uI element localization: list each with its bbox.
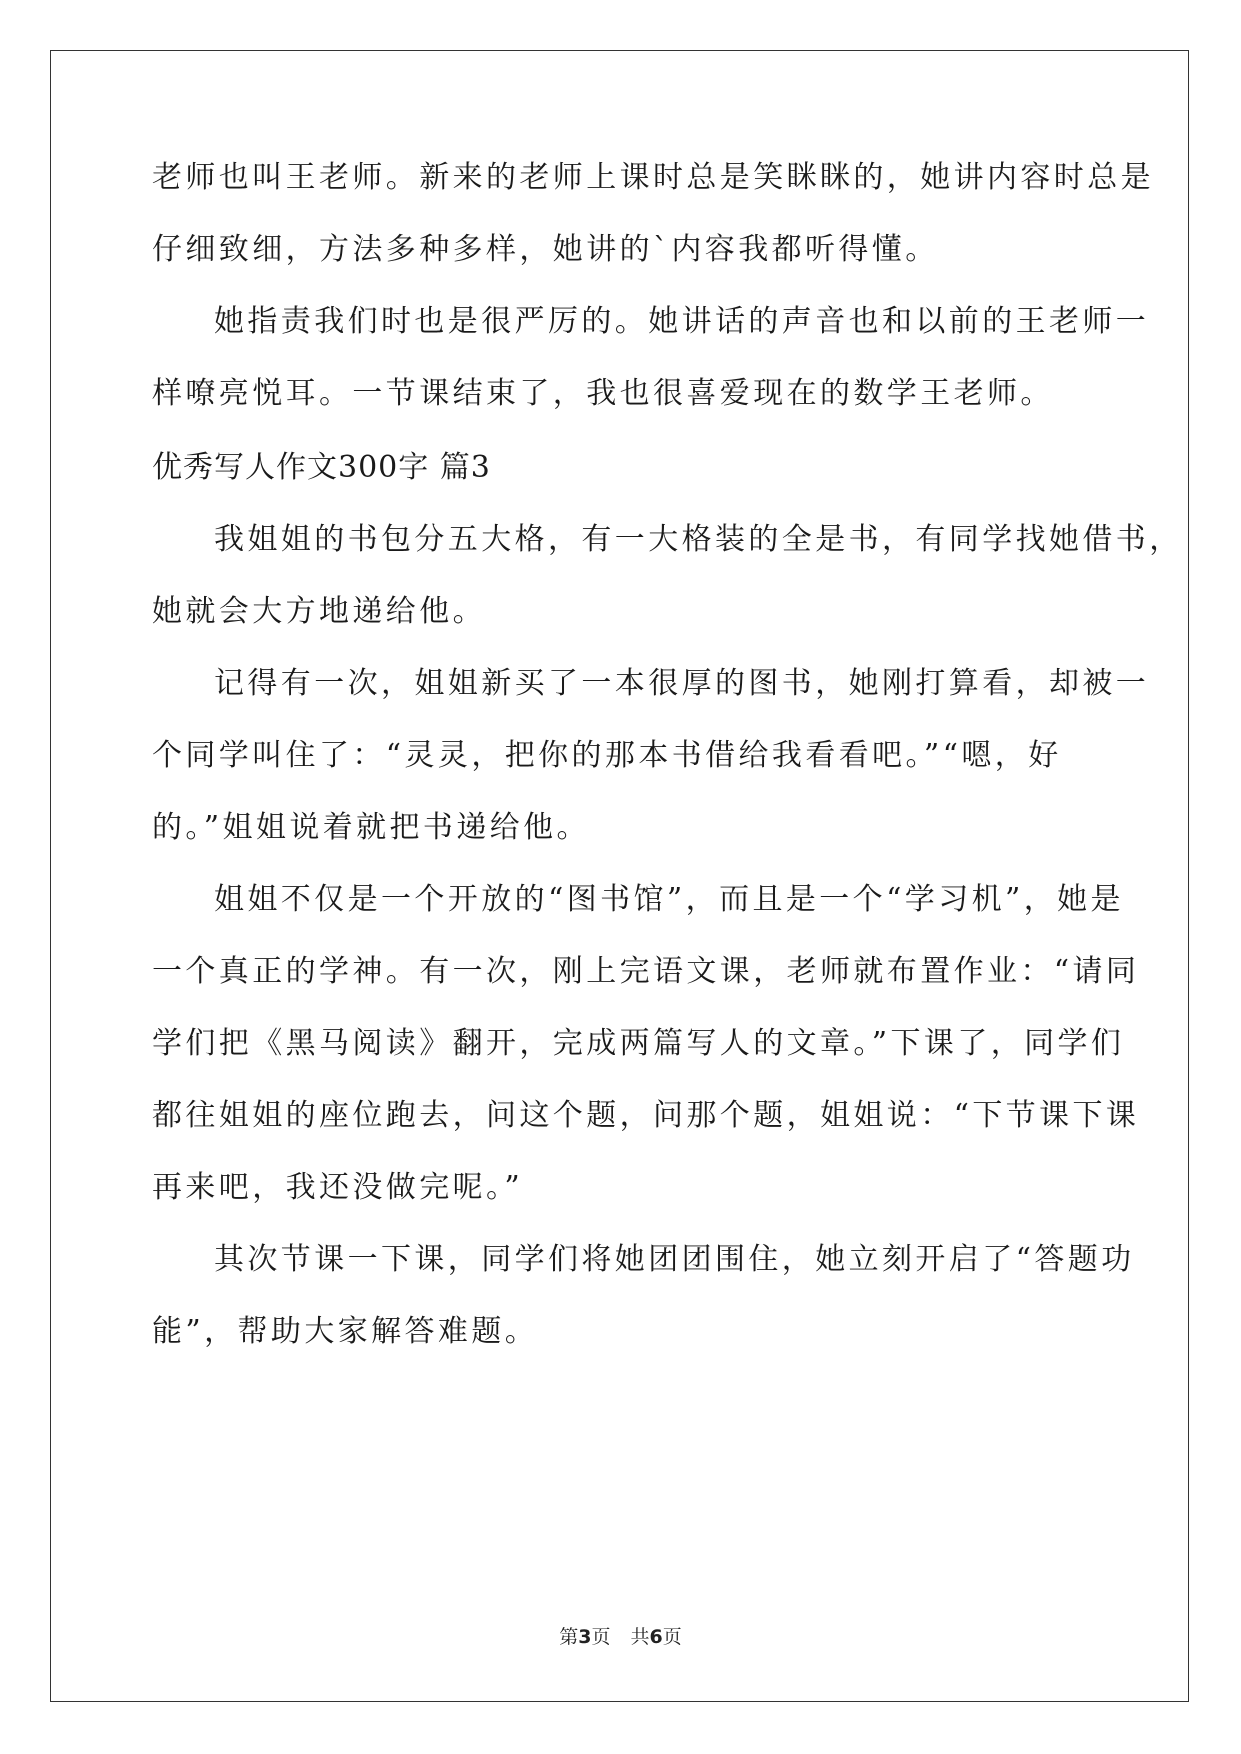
- paragraph-line: 她指责我们时也是很严厉的。她讲话的声音也和以前的王老师一: [214, 304, 1150, 339]
- total-page-number: 6: [649, 1626, 663, 1648]
- page-suffix: 页: [591, 1626, 611, 1648]
- total-suffix: 页: [662, 1626, 682, 1648]
- total-prefix: 共: [630, 1626, 650, 1648]
- paragraph-line: 都往姐姐的座位跑去，问这个题，问那个题，姐姐说：“下节课下课: [152, 1098, 1140, 1133]
- paragraph-line: 老师也叫王老师。新来的老师上课时总是笑眯眯的，她讲内容时总是: [152, 160, 1154, 195]
- paragraph-line: 她就会大方地递给他。: [152, 594, 486, 629]
- paragraph-line: 其次节课一下课，同学们将她团团围住，她立刻开启了“答题功: [214, 1242, 1135, 1277]
- paragraph-line: 记得有一次，姐姐新买了一本很厚的图书，她刚打算看，却被一: [214, 666, 1150, 701]
- section-heading: 优秀写人作文300字 篇3: [152, 450, 491, 485]
- paragraph-line: 再来吧，我还没做完呢。”: [152, 1170, 524, 1205]
- paragraph-line: 个同学叫住了：“灵灵，把你的那本书借给我看看吧。”“嗯，好: [152, 738, 1062, 773]
- paragraph-line: 学们把《黑马阅读》翻开，完成两篇写人的文章。”下课了，同学们: [152, 1026, 1125, 1061]
- page-footer: [0, 1625, 1241, 1649]
- page-prefix: 第: [559, 1626, 579, 1648]
- paragraph-line: 一个真正的学神。有一次，刚上完语文课，老师就布置作业：“请同: [152, 954, 1140, 989]
- paragraph-line: 我姐姐的书包分五大格，有一大格装的全是书，有同学找她借书，: [214, 522, 1183, 557]
- paragraph-line: 姐姐不仅是一个开放的“图书馆”，而且是一个“学习机”，她是: [214, 882, 1124, 917]
- page-border: [50, 50, 1189, 1702]
- paragraph-line: 能”，帮助大家解答难题。: [152, 1314, 539, 1349]
- current-page-number: 3: [578, 1626, 592, 1648]
- paragraph-line: 样嘹亮悦耳。一节课结束了，我也很喜爱现在的数学王老师。: [152, 376, 1054, 411]
- paragraph-line: 的。”姐姐说着就把书递给他。: [152, 810, 590, 845]
- paragraph-line: 仔细致细，方法多种多样，她讲的`内容我都听得懂。: [152, 232, 939, 267]
